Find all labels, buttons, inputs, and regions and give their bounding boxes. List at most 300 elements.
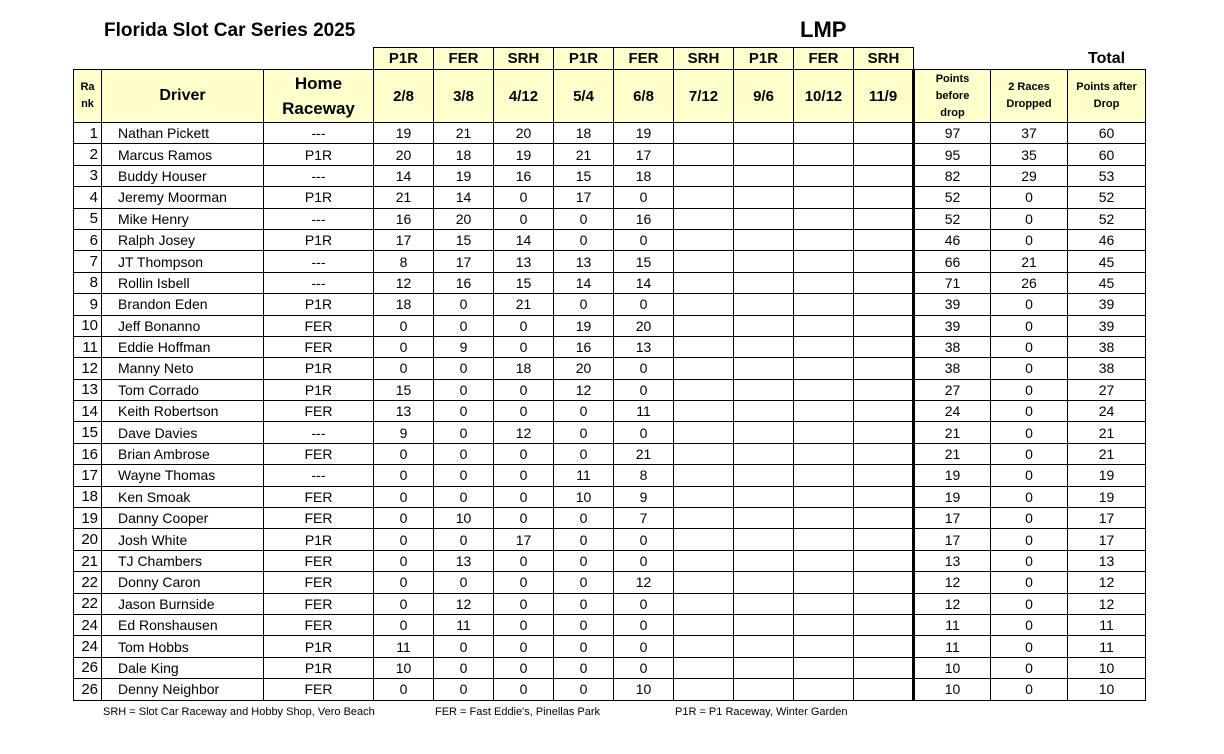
- race-score-cell: 0: [494, 208, 554, 229]
- race-score-cell: 0: [614, 657, 674, 678]
- driver-cell: Tom Hobbs: [102, 636, 264, 657]
- rank-cell: 6: [74, 229, 102, 250]
- race-score-cell: 17: [434, 251, 494, 272]
- race-score-cell: 20: [494, 123, 554, 144]
- table-row: [74, 422, 1146, 443]
- race-score-cell: [674, 123, 734, 144]
- race-score-cell: 0: [374, 486, 434, 507]
- race-score-cell: 12: [434, 593, 494, 614]
- race-score-cell: 0: [554, 679, 614, 700]
- race-score-cell: [794, 443, 854, 464]
- race-score-cell: 16: [374, 208, 434, 229]
- table-row: [74, 379, 1146, 400]
- race-score-cell: [734, 443, 794, 464]
- race-score-cell: 0: [554, 401, 614, 422]
- points-after-drop-cell: 10: [1068, 657, 1146, 678]
- race-score-cell: 19: [494, 144, 554, 165]
- table-row: [74, 336, 1146, 357]
- points-after-drop-cell: 52: [1068, 208, 1146, 229]
- race-score-cell: [794, 465, 854, 486]
- race-score-cell: [734, 636, 794, 657]
- race-score-cell: 0: [374, 572, 434, 593]
- points-after-drop-cell: 45: [1068, 251, 1146, 272]
- driver-cell: Rollin Isbell: [102, 272, 264, 293]
- table-row: [74, 486, 1146, 507]
- race-score-cell: 21: [554, 144, 614, 165]
- race-score-cell: [794, 550, 854, 571]
- points-after-drop-cell: 13: [1068, 550, 1146, 571]
- race-score-cell: 0: [554, 422, 614, 443]
- race-score-cell: 14: [554, 272, 614, 293]
- points-before-drop-cell: 71: [914, 272, 991, 293]
- races-dropped-cell: 0: [991, 572, 1068, 593]
- race-score-cell: 15: [494, 272, 554, 293]
- race-score-cell: 0: [494, 636, 554, 657]
- rank-cell: 20: [74, 529, 102, 550]
- header-race-date: 3/8: [434, 70, 494, 123]
- race-track: P1R: [554, 48, 614, 70]
- races-dropped-cell: 37: [991, 123, 1068, 144]
- table-row: [74, 508, 1146, 529]
- race-score-cell: [674, 443, 734, 464]
- race-score-cell: 0: [494, 508, 554, 529]
- series-title: Florida Slot Car Series 2025: [104, 20, 356, 41]
- race-score-cell: 21: [434, 123, 494, 144]
- race-score-cell: [734, 165, 794, 186]
- race-score-cell: 15: [614, 251, 674, 272]
- home-raceway-cell: FER: [264, 614, 374, 635]
- rank-cell: 14: [74, 401, 102, 422]
- race-score-cell: [734, 315, 794, 336]
- points-before-drop-cell: 11: [914, 614, 991, 635]
- race-score-cell: 0: [494, 465, 554, 486]
- rank-cell: 9: [74, 294, 102, 315]
- header-race-date: 11/9: [854, 70, 914, 123]
- race-score-cell: 19: [614, 123, 674, 144]
- rank-cell: 3: [74, 165, 102, 186]
- home-raceway-cell: P1R: [264, 187, 374, 208]
- table-row: [74, 294, 1146, 315]
- race-score-cell: 0: [554, 636, 614, 657]
- home-raceway-cell: P1R: [264, 657, 374, 678]
- points-after-drop-cell: 24: [1068, 401, 1146, 422]
- race-score-cell: 0: [494, 572, 554, 593]
- race-score-cell: 0: [434, 401, 494, 422]
- race-score-cell: [674, 679, 734, 700]
- race-score-cell: 17: [554, 187, 614, 208]
- race-score-cell: 9: [614, 486, 674, 507]
- race-score-cell: 11: [614, 401, 674, 422]
- home-raceway-cell: ---: [264, 272, 374, 293]
- races-dropped-cell: 0: [991, 550, 1068, 571]
- points-before-drop-cell: 39: [914, 294, 991, 315]
- race-score-cell: 0: [614, 422, 674, 443]
- race-score-cell: 0: [374, 593, 434, 614]
- races-dropped-cell: 0: [991, 358, 1068, 379]
- race-score-cell: [674, 251, 734, 272]
- driver-cell: Manny Neto: [102, 358, 264, 379]
- race-score-cell: [674, 336, 734, 357]
- race-score-cell: [734, 422, 794, 443]
- race-score-cell: [794, 401, 854, 422]
- race-score-cell: 0: [434, 358, 494, 379]
- race-score-cell: [854, 486, 914, 507]
- rank-cell: 4: [74, 187, 102, 208]
- column-header-row: [74, 70, 1146, 123]
- points-before-drop-cell: 17: [914, 529, 991, 550]
- header-rank: Ra nk: [74, 70, 102, 123]
- points-after-drop-cell: 60: [1068, 144, 1146, 165]
- rank-cell: 12: [74, 358, 102, 379]
- home-raceway-cell: ---: [264, 465, 374, 486]
- race-score-cell: 0: [494, 379, 554, 400]
- race-score-cell: 16: [434, 272, 494, 293]
- race-score-cell: 0: [374, 679, 434, 700]
- race-score-cell: [734, 679, 794, 700]
- home-raceway-cell: P1R: [264, 358, 374, 379]
- race-score-cell: [674, 358, 734, 379]
- points-after-drop-cell: 45: [1068, 272, 1146, 293]
- race-score-cell: 0: [614, 550, 674, 571]
- race-score-cell: 0: [494, 614, 554, 635]
- race-score-cell: 16: [614, 208, 674, 229]
- table-row: [74, 465, 1146, 486]
- race-score-cell: 18: [374, 294, 434, 315]
- header-driver: Driver: [102, 70, 264, 123]
- rank-cell: 5: [74, 208, 102, 229]
- race-score-cell: [854, 572, 914, 593]
- race-score-cell: 14: [614, 272, 674, 293]
- race-score-cell: [674, 572, 734, 593]
- race-score-cell: [794, 294, 854, 315]
- rank-cell: 2: [74, 144, 102, 165]
- race-score-cell: 20: [374, 144, 434, 165]
- driver-cell: Ed Ronshausen: [102, 614, 264, 635]
- race-score-cell: [794, 529, 854, 550]
- races-dropped-cell: 0: [991, 679, 1068, 700]
- race-score-cell: [794, 614, 854, 635]
- race-score-cell: [854, 336, 914, 357]
- race-score-cell: [674, 422, 734, 443]
- race-score-cell: [854, 144, 914, 165]
- home-raceway-cell: FER: [264, 679, 374, 700]
- races-dropped-cell: 0: [991, 614, 1068, 635]
- header-race-date: 4/12: [494, 70, 554, 123]
- rank-cell: 13: [74, 379, 102, 400]
- home-raceway-cell: FER: [264, 336, 374, 357]
- home-raceway-cell: P1R: [264, 144, 374, 165]
- driver-cell: Keith Robertson: [102, 401, 264, 422]
- race-score-cell: 9: [434, 336, 494, 357]
- race-score-cell: 0: [554, 208, 614, 229]
- races-dropped-cell: 21: [991, 251, 1068, 272]
- race-score-cell: [794, 636, 854, 657]
- race-score-cell: [794, 486, 854, 507]
- race-score-cell: 13: [434, 550, 494, 571]
- race-score-cell: 0: [434, 294, 494, 315]
- race-score-cell: [734, 144, 794, 165]
- race-score-cell: [794, 272, 854, 293]
- header-race-date: 6/8: [614, 70, 674, 123]
- race-score-cell: 0: [554, 508, 614, 529]
- race-score-cell: [854, 657, 914, 678]
- race-score-cell: 0: [374, 358, 434, 379]
- race-score-cell: [854, 251, 914, 272]
- home-raceway-cell: FER: [264, 486, 374, 507]
- race-score-cell: [734, 529, 794, 550]
- race-score-cell: [674, 294, 734, 315]
- race-score-cell: 9: [374, 422, 434, 443]
- race-score-cell: 0: [374, 529, 434, 550]
- race-score-cell: [794, 208, 854, 229]
- legend-srh: SRH = Slot Car Raceway and Hobby Shop, Vero Beach: [103, 706, 375, 718]
- race-score-cell: 0: [554, 572, 614, 593]
- header-race-date: 10/12: [794, 70, 854, 123]
- driver-cell: Mike Henry: [102, 208, 264, 229]
- points-before-drop-cell: 46: [914, 229, 991, 250]
- home-raceway-cell: FER: [264, 593, 374, 614]
- points-before-drop-cell: 12: [914, 572, 991, 593]
- race-score-cell: 0: [434, 486, 494, 507]
- driver-cell: Denny Neighbor: [102, 679, 264, 700]
- points-after-drop-cell: 21: [1068, 422, 1146, 443]
- race-score-cell: 0: [554, 657, 614, 678]
- home-raceway-cell: ---: [264, 208, 374, 229]
- race-score-cell: 0: [554, 550, 614, 571]
- races-dropped-cell: 0: [991, 315, 1068, 336]
- rank-cell: 16: [74, 443, 102, 464]
- race-score-cell: [674, 187, 734, 208]
- rank-cell: 1: [74, 123, 102, 144]
- race-score-cell: 11: [374, 636, 434, 657]
- race-score-cell: 18: [434, 144, 494, 165]
- race-score-cell: 15: [434, 229, 494, 250]
- race-score-cell: 0: [374, 443, 434, 464]
- race-score-cell: 0: [374, 315, 434, 336]
- races-dropped-cell: 29: [991, 165, 1068, 186]
- races-dropped-cell: 0: [991, 443, 1068, 464]
- standings-table: [73, 69, 1146, 701]
- race-score-cell: [794, 165, 854, 186]
- race-score-cell: 20: [614, 315, 674, 336]
- driver-cell: JT Thompson: [102, 251, 264, 272]
- points-after-drop-cell: 60: [1068, 123, 1146, 144]
- table-row: [74, 657, 1146, 678]
- home-raceway-cell: FER: [264, 443, 374, 464]
- home-raceway-cell: FER: [264, 550, 374, 571]
- race-score-cell: [674, 315, 734, 336]
- race-score-cell: [854, 379, 914, 400]
- race-score-cell: 0: [374, 508, 434, 529]
- legend-fer: FER = Fast Eddie's, Pinellas Park: [435, 706, 601, 718]
- table-row: [74, 187, 1146, 208]
- driver-cell: Jeff Bonanno: [102, 315, 264, 336]
- race-score-cell: 11: [554, 465, 614, 486]
- race-score-cell: 12: [374, 272, 434, 293]
- race-score-cell: [794, 679, 854, 700]
- rank-cell: 8: [74, 272, 102, 293]
- race-score-cell: 19: [374, 123, 434, 144]
- rank-cell: 19: [74, 508, 102, 529]
- points-after-drop-cell: 17: [1068, 508, 1146, 529]
- table-row: [74, 208, 1146, 229]
- race-score-cell: 18: [494, 358, 554, 379]
- race-score-cell: [674, 508, 734, 529]
- points-before-drop-cell: 38: [914, 336, 991, 357]
- race-score-cell: [734, 294, 794, 315]
- points-after-drop-cell: 21: [1068, 443, 1146, 464]
- race-score-cell: 8: [614, 465, 674, 486]
- races-dropped-cell: 0: [991, 465, 1068, 486]
- race-score-cell: 10: [374, 657, 434, 678]
- table-row: [74, 358, 1146, 379]
- races-dropped-cell: 35: [991, 144, 1068, 165]
- race-score-cell: 0: [614, 636, 674, 657]
- races-dropped-cell: 0: [991, 636, 1068, 657]
- race-score-cell: [854, 593, 914, 614]
- points-after-drop-cell: 39: [1068, 294, 1146, 315]
- race-score-cell: [794, 593, 854, 614]
- driver-cell: Wayne Thomas: [102, 465, 264, 486]
- table-row: [74, 593, 1146, 614]
- race-score-cell: [794, 572, 854, 593]
- driver-cell: Donny Caron: [102, 572, 264, 593]
- table-row: [74, 636, 1146, 657]
- table-row: [74, 550, 1146, 571]
- races-dropped-cell: 0: [991, 336, 1068, 357]
- race-score-cell: 0: [494, 486, 554, 507]
- race-score-cell: [734, 508, 794, 529]
- points-before-drop-cell: 39: [914, 315, 991, 336]
- header-race-date: 2/8: [374, 70, 434, 123]
- races-dropped-cell: 0: [991, 379, 1068, 400]
- race-score-cell: 18: [614, 165, 674, 186]
- race-score-cell: [674, 657, 734, 678]
- race-score-cell: 0: [494, 401, 554, 422]
- points-before-drop-cell: 82: [914, 165, 991, 186]
- race-score-cell: [734, 614, 794, 635]
- races-dropped-cell: 0: [991, 529, 1068, 550]
- points-before-drop-cell: 19: [914, 465, 991, 486]
- driver-cell: Ken Smoak: [102, 486, 264, 507]
- legend-p1r: P1R = P1 Raceway, Winter Garden: [675, 706, 848, 718]
- points-after-drop-cell: 11: [1068, 614, 1146, 635]
- home-raceway-cell: ---: [264, 422, 374, 443]
- table-row: [74, 529, 1146, 550]
- home-raceway-cell: P1R: [264, 379, 374, 400]
- race-score-cell: 10: [434, 508, 494, 529]
- race-track: SRH: [674, 48, 734, 70]
- race-score-cell: 0: [614, 358, 674, 379]
- points-before-drop-cell: 13: [914, 550, 991, 571]
- points-after-drop-cell: 19: [1068, 486, 1146, 507]
- points-before-drop-cell: 38: [914, 358, 991, 379]
- race-score-cell: 20: [434, 208, 494, 229]
- race-score-cell: [794, 422, 854, 443]
- race-score-cell: 12: [494, 422, 554, 443]
- header-races-dropped: 2 Races Dropped: [991, 70, 1068, 123]
- race-score-cell: [854, 208, 914, 229]
- race-score-cell: [734, 465, 794, 486]
- race-score-cell: 0: [434, 657, 494, 678]
- race-score-cell: [794, 187, 854, 208]
- driver-cell: Danny Cooper: [102, 508, 264, 529]
- race-score-cell: 0: [374, 614, 434, 635]
- race-score-cell: 20: [554, 358, 614, 379]
- race-score-cell: [794, 229, 854, 250]
- race-score-cell: 0: [614, 529, 674, 550]
- race-score-cell: 12: [554, 379, 614, 400]
- points-before-drop-cell: 52: [914, 208, 991, 229]
- race-score-cell: [734, 593, 794, 614]
- race-score-cell: 17: [374, 229, 434, 250]
- home-raceway-cell: ---: [264, 165, 374, 186]
- race-score-cell: 0: [554, 593, 614, 614]
- header-points-after-drop: Points after Drop: [1068, 70, 1146, 123]
- races-dropped-cell: 0: [991, 422, 1068, 443]
- races-dropped-cell: 0: [991, 508, 1068, 529]
- race-score-cell: [854, 443, 914, 464]
- driver-cell: Jeremy Moorman: [102, 187, 264, 208]
- race-score-cell: [794, 657, 854, 678]
- points-after-drop-cell: 27: [1068, 379, 1146, 400]
- points-before-drop-cell: 21: [914, 422, 991, 443]
- race-score-cell: 0: [434, 443, 494, 464]
- race-score-cell: 17: [494, 529, 554, 550]
- race-score-cell: 0: [434, 422, 494, 443]
- race-score-cell: [854, 636, 914, 657]
- rank-cell: 10: [74, 315, 102, 336]
- race-score-cell: [794, 144, 854, 165]
- race-score-cell: [794, 379, 854, 400]
- race-track: FER: [794, 48, 854, 70]
- points-after-drop-cell: 39: [1068, 315, 1146, 336]
- points-after-drop-cell: 12: [1068, 572, 1146, 593]
- points-before-drop-cell: 10: [914, 679, 991, 700]
- races-dropped-cell: 0: [991, 401, 1068, 422]
- table-row: [74, 443, 1146, 464]
- race-score-cell: [734, 123, 794, 144]
- home-raceway-cell: FER: [264, 401, 374, 422]
- race-score-cell: 0: [494, 593, 554, 614]
- race-track: P1R: [374, 48, 434, 70]
- driver-cell: Tom Corrado: [102, 379, 264, 400]
- race-score-cell: 0: [434, 529, 494, 550]
- points-before-drop-cell: 27: [914, 379, 991, 400]
- race-score-cell: [734, 208, 794, 229]
- points-after-drop-cell: 38: [1068, 358, 1146, 379]
- race-score-cell: [734, 358, 794, 379]
- race-score-cell: [854, 294, 914, 315]
- race-score-cell: [794, 251, 854, 272]
- race-score-cell: [854, 358, 914, 379]
- race-score-cell: [674, 614, 734, 635]
- race-score-cell: 0: [494, 679, 554, 700]
- points-after-drop-cell: 19: [1068, 465, 1146, 486]
- race-score-cell: [854, 529, 914, 550]
- race-score-cell: [734, 550, 794, 571]
- race-score-cell: 10: [554, 486, 614, 507]
- race-track: P1R: [734, 48, 794, 70]
- race-score-cell: [854, 187, 914, 208]
- table-row: [74, 572, 1146, 593]
- race-score-cell: [794, 315, 854, 336]
- table-row: [74, 165, 1146, 186]
- home-raceway-cell: FER: [264, 508, 374, 529]
- rank-cell: 22: [74, 572, 102, 593]
- race-score-cell: [674, 486, 734, 507]
- race-score-cell: 0: [374, 465, 434, 486]
